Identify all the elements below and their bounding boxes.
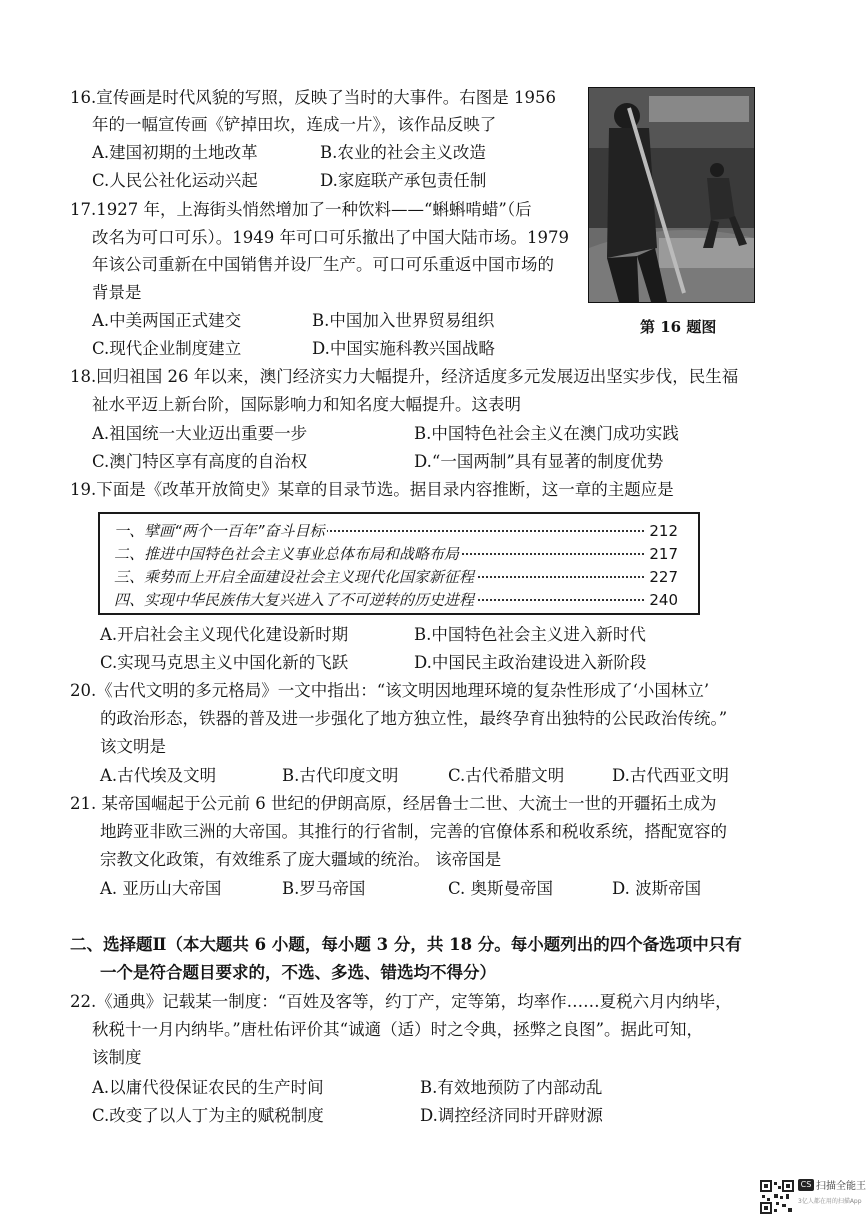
q22-option-b: B.有效地预防了内部动乱 (420, 1078, 603, 1097)
propaganda-poster-image (588, 87, 755, 303)
toc-entry-page: 217 (649, 545, 678, 563)
q20-stem-line2: 的政治形态，铁器的普及进一步强化了地方独立性，最终孕育出独特的公民政治传统。” (100, 709, 728, 728)
q21-option-c: C. 奥斯曼帝国 (448, 879, 554, 898)
q16-option-a: A.建国初期的土地改革 (92, 143, 258, 162)
toc-entry-title: 三、乘势而上开启全面建设社会主义现代化国家新征程 (114, 568, 475, 586)
q18-option-b: B.中国特色社会主义在澳门成功实践 (414, 424, 679, 443)
q20-stem-line3: 该文明是 (100, 737, 166, 756)
camscanner-tagline: 3亿人都在用的扫描App (798, 1198, 862, 1205)
toc-excerpt-box (98, 512, 700, 615)
q21-option-a: A. 亚历山大帝国 (100, 879, 222, 898)
q16-option-b: B.农业的社会主义改造 (320, 143, 486, 162)
q16-stem-line1: 16.宣传画是时代风貌的写照，反映了当时的大事件。右图是 1956 (70, 88, 556, 107)
q22-stem-line1: 22.《通典》记载某一制度：“百姓及客等，约丁产，定等第，均率作……夏税六月内纳毕， (70, 992, 732, 1011)
q22-option-a: A.以庸代役保证农民的生产时间 (92, 1078, 324, 1097)
q20-option-c: C.古代希腊文明 (448, 766, 565, 785)
q21-option-b: B.罗马帝国 (282, 879, 366, 898)
q19-option-b: B.中国特色社会主义进入新时代 (414, 625, 646, 644)
figure-caption: 第 16 题图 (640, 318, 717, 336)
toc-entry-page: 240 (649, 591, 678, 609)
toc-entry (114, 566, 678, 588)
toc-entry-page: 212 (649, 522, 678, 540)
q19-stem-line1: 19.下面是《改革开放简史》某章的目录节选。据目录内容推断，这一章的主题应是 (70, 480, 674, 499)
q21-stem-line1: 21. 某帝国崛起于公元前 6 世纪的伊朗高原，经居鲁士二世、大流士一世的开疆拓土成为 (70, 794, 717, 813)
q17-option-a: A.中美两国正式建交 (92, 311, 242, 330)
toc-entry-page: 227 (649, 568, 678, 586)
q16-option-c: C.人民公社化运动兴起 (92, 171, 258, 190)
camscanner-logo: CS (798, 1179, 814, 1191)
q21-stem-line2: 地跨亚非欧三洲的大帝国。其推行的行省制，完善的官僚体系和税收系统，搭配宽容的 (100, 822, 727, 841)
toc-entry (114, 589, 678, 611)
camscanner-name: 扫描全能王 (816, 1181, 866, 1192)
q17-option-b: B.中国加入世界贸易组织 (312, 311, 495, 330)
q20-stem-line1: 20.《古代文明的多元格局》一文中指出：“该文明因地理环境的复杂性形成了‘小国林立’ (70, 681, 710, 700)
toc-entry (114, 543, 678, 565)
q20-option-d: D.古代西亚文明 (612, 766, 729, 785)
poster-illustration (589, 88, 754, 302)
q22-option-d: D.调控经济同时开辟财源 (420, 1106, 603, 1125)
scanner-watermark (760, 1176, 866, 1220)
q18-option-c: C.澳门特区享有高度的自治权 (92, 452, 308, 471)
section-heading-line1: 二、选择题Ⅱ（本大题共 6 小题，每小题 3 分，共 18 分。每小题列出的四个备选项中只有 (70, 935, 742, 954)
q22-stem-line2: 秋税十一月内纳毕。”唐杜佑评价其“诚適（适）时之令典，拯弊之良图”。据此可知， (92, 1020, 704, 1039)
q20-option-a: A.古代埃及文明 (100, 766, 217, 785)
q19-option-c: C.实现马克思主义中国化新的飞跃 (100, 653, 349, 672)
q17-stem-line4: 背景是 (92, 283, 142, 302)
q19-option-d: D.中国民主政治建设进入新阶段 (414, 653, 647, 672)
q20-option-b: B.古代印度文明 (282, 766, 399, 785)
q19-option-a: A.开启社会主义现代化建设新时期 (100, 625, 349, 644)
q16-stem-line2: 年的一幅宣传画《铲掉田坎，连成一片》，该作品反映了 (92, 115, 497, 134)
q16-option-d: D.家庭联产承包责任制 (320, 171, 487, 190)
q18-stem-line2: 祉水平迈上新台阶，国际影响力和知名度大幅提升。这表明 (92, 395, 521, 414)
section-heading-line2: 一个是符合题目要求的，不选、多选、错选均不得分） (100, 963, 496, 982)
qr-code-icon (760, 1180, 794, 1214)
toc-entry (114, 520, 678, 542)
q18-stem-line1: 18.回归祖国 26 年以来，澳门经济实力大幅提升，经济适度多元发展迈出坚实步伐，民生福 (70, 367, 739, 386)
q21-option-d: D. 波斯帝国 (612, 879, 702, 898)
q18-option-a: A.祖国统一大业迈出重要一步 (92, 424, 308, 443)
toc-entry-title: 四、实现中华民族伟大复兴进入了不可逆转的历史进程 (114, 591, 475, 609)
q17-stem-line2: 改名为可口可乐）。1949 年可口可乐撤出了中国大陆市场。1979 (92, 228, 569, 247)
toc-entry-title: 一、擘画“两个一百年”奋斗目标 (114, 522, 325, 540)
q22-option-c: C.改变了以人丁为主的赋税制度 (92, 1106, 324, 1125)
q21-stem-line3: 宗教文化政策，有效维系了庞大疆域的统治。 该帝国是 (100, 850, 502, 869)
q17-stem-line3: 年该公司重新在中国销售并设厂生产。可口可乐重返中国市场的 (92, 255, 554, 274)
q17-option-c: C.现代企业制度建立 (92, 339, 242, 358)
toc-entry-title: 二、推进中国特色社会主义事业总体布局和战略布局 (114, 545, 460, 563)
q17-stem-line1: 17.1927 年，上海街头悄然增加了一种饮料——“蝌蝌啃蜡”（后 (70, 200, 532, 219)
q22-stem-line3: 该制度 (92, 1048, 142, 1067)
q17-option-d: D.中国实施科教兴国战略 (312, 339, 495, 358)
q18-option-d: D.“一国两制”具有显著的制度优势 (414, 452, 664, 471)
